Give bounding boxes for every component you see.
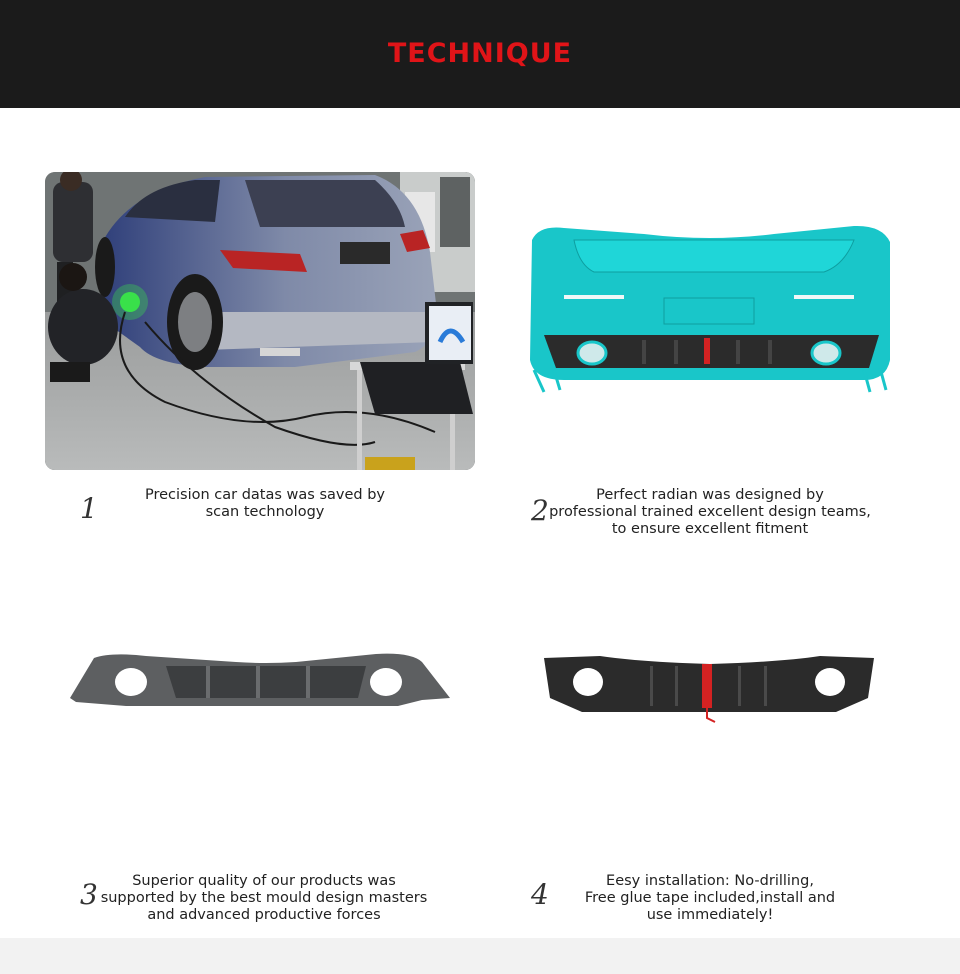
footer-strip [0, 938, 960, 974]
caption-line: supported by the best mould design masters [100, 890, 428, 906]
caption-line: and advanced productive forces [147, 907, 381, 923]
caption-line: scan technology [205, 504, 325, 520]
caption-line: Free glue tape included,install and [584, 890, 836, 906]
caption-line: Precision car datas was saved by [144, 487, 385, 503]
caption-line: Perfect radian was designed by [596, 487, 824, 503]
step-caption-3 [96, 873, 432, 924]
page-title: TECHNIQUE [387, 37, 573, 69]
step-number-1: 1 [80, 492, 98, 525]
diffuser-grey-image [66, 648, 456, 710]
step-number-4: 4 [531, 878, 549, 911]
caption-line: Eesy installation: No-drilling, [606, 873, 814, 889]
caption-line: Superior quality of our products was [132, 873, 396, 889]
caption-line: to ensure excellent fitment [611, 521, 809, 537]
step-caption-1 [120, 487, 410, 521]
diffuser-carbon-image [540, 652, 878, 724]
scan-render-image [524, 220, 896, 398]
caption-line: use immediately! [646, 907, 774, 923]
step-number-2: 2 [531, 494, 549, 527]
page-header [0, 0, 960, 108]
step-caption-4 [570, 873, 850, 924]
step-number-3: 3 [80, 878, 98, 911]
step-caption-2 [548, 487, 872, 538]
scan-photo [45, 172, 475, 470]
caption-line: professional trained excellent design teams, [549, 504, 871, 520]
